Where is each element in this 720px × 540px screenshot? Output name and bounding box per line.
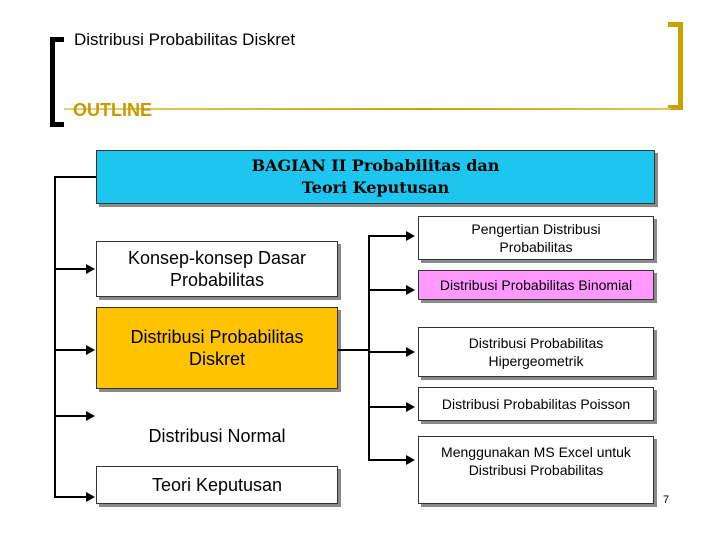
subtopic-excel-line2: Distribusi Probabilitas <box>468 462 604 478</box>
arrow-right-1 <box>406 231 415 241</box>
arrow-left-1 <box>86 264 95 274</box>
subtopic-box-hipergeometrik <box>418 327 654 377</box>
page-number: 7 <box>663 494 670 506</box>
connector-right-branch-1 <box>368 235 408 237</box>
topic-diskret-line1: Distribusi Probabilitas <box>130 327 304 347</box>
subtopic-box-binomial <box>418 270 654 300</box>
topic-normal-line1: Distribusi Normal <box>148 426 286 446</box>
connector-right-branch-3 <box>368 351 408 353</box>
part-title-line2: Teori Keputusan <box>301 178 450 197</box>
topic-box-teori-keputusan <box>96 466 338 504</box>
arrow-left-2 <box>86 345 95 355</box>
connector-mid-branch <box>338 349 368 351</box>
arrow-right-2 <box>406 285 415 295</box>
slide-title: Distribusi Probabilitas Diskret <box>74 30 296 49</box>
subtopic-box-poisson <box>418 387 654 421</box>
right-bracket-decoration <box>668 22 683 110</box>
connector-right-branch-2 <box>368 289 408 291</box>
arrow-left-3 <box>86 411 95 421</box>
topic-box-distribusi-normal <box>96 401 338 457</box>
subtopic-hipergeometrik-line2: Hipergeometrik <box>488 353 584 369</box>
topic-diskret-line2: Diskret <box>188 349 245 369</box>
subtopic-excel-line1: Menggunakan MS Excel untuk <box>441 444 631 460</box>
topic-konsep-line2: Probabilitas <box>169 270 265 290</box>
topic-box-distribusi-diskret <box>96 307 338 389</box>
arrow-right-5 <box>406 455 415 465</box>
topic-box-konsep-dasar <box>96 241 338 297</box>
connector-left-branch-3 <box>54 415 88 417</box>
subtopic-pengertian-line2: Probabilitas <box>499 239 573 255</box>
subtopic-hipergeometrik-line1: Distribusi Probabilitas <box>468 335 604 351</box>
topic-teori-line1: Teori Keputusan <box>151 475 283 495</box>
subtopic-box-pengertian <box>418 216 654 260</box>
subtopic-box-ms-excel <box>418 436 654 504</box>
connector-left-branch-4 <box>54 496 88 498</box>
connector-left-stem-top <box>54 176 96 178</box>
connector-left-branch-2 <box>54 349 88 351</box>
part-title-box <box>96 150 655 204</box>
part-title-line1: BAGIAN II Probabilitas dan <box>251 156 500 175</box>
connector-right-branch-4 <box>368 406 408 408</box>
connector-left-vertical <box>54 176 56 498</box>
subtopic-poisson-line1: Distribusi Probabilitas Poisson <box>441 396 631 412</box>
subtopic-pengertian-line1: Pengertian Distribusi <box>471 221 601 237</box>
connector-left-branch-1 <box>54 268 88 270</box>
arrow-right-4 <box>406 402 415 412</box>
connector-right-vertical <box>368 235 370 461</box>
title-divider <box>64 108 671 110</box>
outline-heading: OUTLINE <box>73 100 152 120</box>
topic-konsep-line1: Konsep-konsep Dasar <box>127 248 307 268</box>
arrow-left-4 <box>86 492 95 502</box>
left-bracket-decoration <box>50 37 64 127</box>
arrow-right-3 <box>406 347 415 357</box>
connector-right-branch-5 <box>368 459 408 461</box>
subtopic-binomial-line1: Distribusi Probabilitas Binomial <box>439 277 633 293</box>
